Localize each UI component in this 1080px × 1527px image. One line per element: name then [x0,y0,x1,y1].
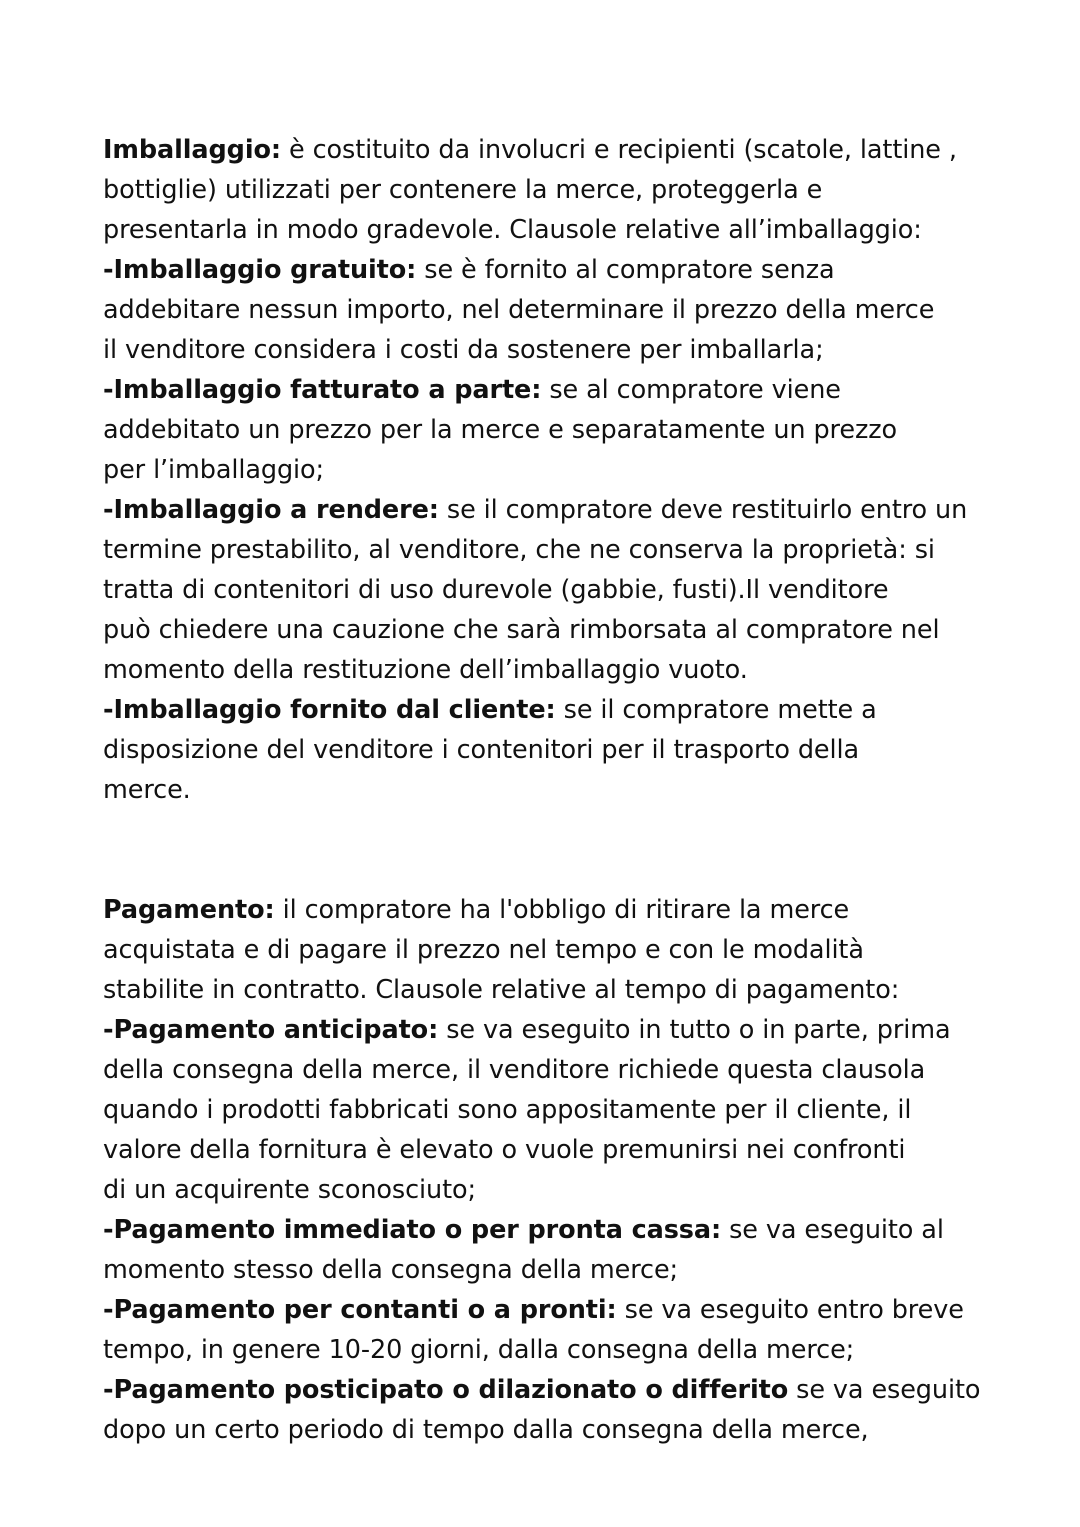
line-text: stabilite in contratto. Clausole relative al tempo di pagamento: [103,975,900,1005]
text-line [103,370,1003,410]
text-line [103,930,1003,970]
line-text: per l’imballaggio; [103,455,325,485]
line-text: valore della fornitura è elevato o vuole premunirsi nei confronti [103,1135,906,1165]
text-line [103,1410,1003,1450]
term-label: -Pagamento posticipato o dilazionato o differito [103,1375,789,1405]
line-text: è costituito da involucri e recipienti (scatole, lattine , [280,135,957,165]
line-text: se è fornito al compratore senza [416,255,835,285]
text-line [103,330,1003,370]
text-line [103,1130,1003,1170]
text-line [103,130,1003,170]
line-text: termine prestabilito, al venditore, che ne conserva la proprietà: si [103,535,935,565]
text-line [103,610,1003,650]
line-text: addebitare nessun importo, nel determinare il prezzo della merce [103,295,935,325]
text-line [103,290,1003,330]
line-text: il compratore ha l'obbligo di ritirare la merce [274,895,850,925]
term-label: -Imballaggio fornito dal cliente: [103,695,556,725]
line-text: se va eseguito in tutto o in parte, prima [438,1015,951,1045]
line-text: della consegna della merce, il venditore richiede questa clausola [103,1055,926,1085]
text-line [103,210,1003,250]
text-line [103,170,1003,210]
line-text: se va eseguito [788,1375,981,1405]
term-label: -Pagamento immediato o per pronta cassa: [103,1215,722,1245]
term-label: -Imballaggio fatturato a parte: [103,375,542,405]
text-line [103,730,1003,770]
line-text: di un acquirente sconosciuto; [103,1175,476,1205]
paragraph-spacer [103,850,1003,890]
text-line [103,1170,1003,1210]
text-line [103,1010,1003,1050]
term-label: -Pagamento anticipato: [103,1015,439,1045]
document-page [103,130,1003,1450]
line-text: il venditore considera i costi da sostenere per imballarla; [103,335,824,365]
paragraph-spacer [103,810,1003,850]
line-text: momento stesso della consegna della merce; [103,1255,679,1285]
text-line [103,490,1003,530]
section-pagamento [103,890,1003,1450]
term-label: Pagamento: [103,895,275,925]
line-text: presentarla in modo gradevole. Clausole relative all’imballaggio: [103,215,922,245]
term-label: Imballaggio: [103,135,281,165]
line-text: se al compratore viene [541,375,841,405]
text-line [103,1090,1003,1130]
line-text: bottiglie) utilizzati per contenere la merce, proteggerla e [103,175,823,205]
term-label: -Imballaggio a rendere: [103,495,439,525]
term-label: -Pagamento per contanti o a pronti: [103,1295,617,1325]
text-line [103,890,1003,930]
line-text: può chiedere una cauzione che sarà rimborsata al compratore nel [103,615,940,645]
text-line [103,410,1003,450]
line-text: se va eseguito entro breve [616,1295,964,1325]
text-line [103,450,1003,490]
section-imballaggio [103,130,1003,810]
line-text: merce. [103,775,191,805]
text-line [103,530,1003,570]
line-text: acquistata e di pagare il prezzo nel tempo e con le modalità [103,935,864,965]
text-line [103,570,1003,610]
line-text: quando i prodotti fabbricati sono appositamente per il cliente, il [103,1095,912,1125]
text-line [103,1250,1003,1290]
text-line [103,690,1003,730]
line-text: dopo un certo periodo di tempo dalla consegna della merce, [103,1415,869,1445]
line-text: se il compratore mette a [555,695,877,725]
text-line [103,650,1003,690]
text-line [103,1210,1003,1250]
line-text: tratta di contenitori di uso durevole (gabbie, fusti).Il venditore [103,575,889,605]
text-line [103,770,1003,810]
text-line [103,250,1003,290]
text-line [103,1290,1003,1330]
text-line [103,1330,1003,1370]
line-text: se va eseguito al [721,1215,944,1245]
line-text: addebitato un prezzo per la merce e separatamente un prezzo [103,415,898,445]
text-line [103,970,1003,1010]
line-text: momento della restituzione dell’imballaggio vuoto. [103,655,748,685]
text-line [103,1050,1003,1090]
line-text: disposizione del venditore i contenitori per il trasporto della [103,735,859,765]
text-line [103,1370,1003,1410]
term-label: -Imballaggio gratuito: [103,255,417,285]
line-text: tempo, in genere 10-20 giorni, dalla consegna della merce; [103,1335,855,1365]
line-text: se il compratore deve restituirlo entro un [438,495,968,525]
